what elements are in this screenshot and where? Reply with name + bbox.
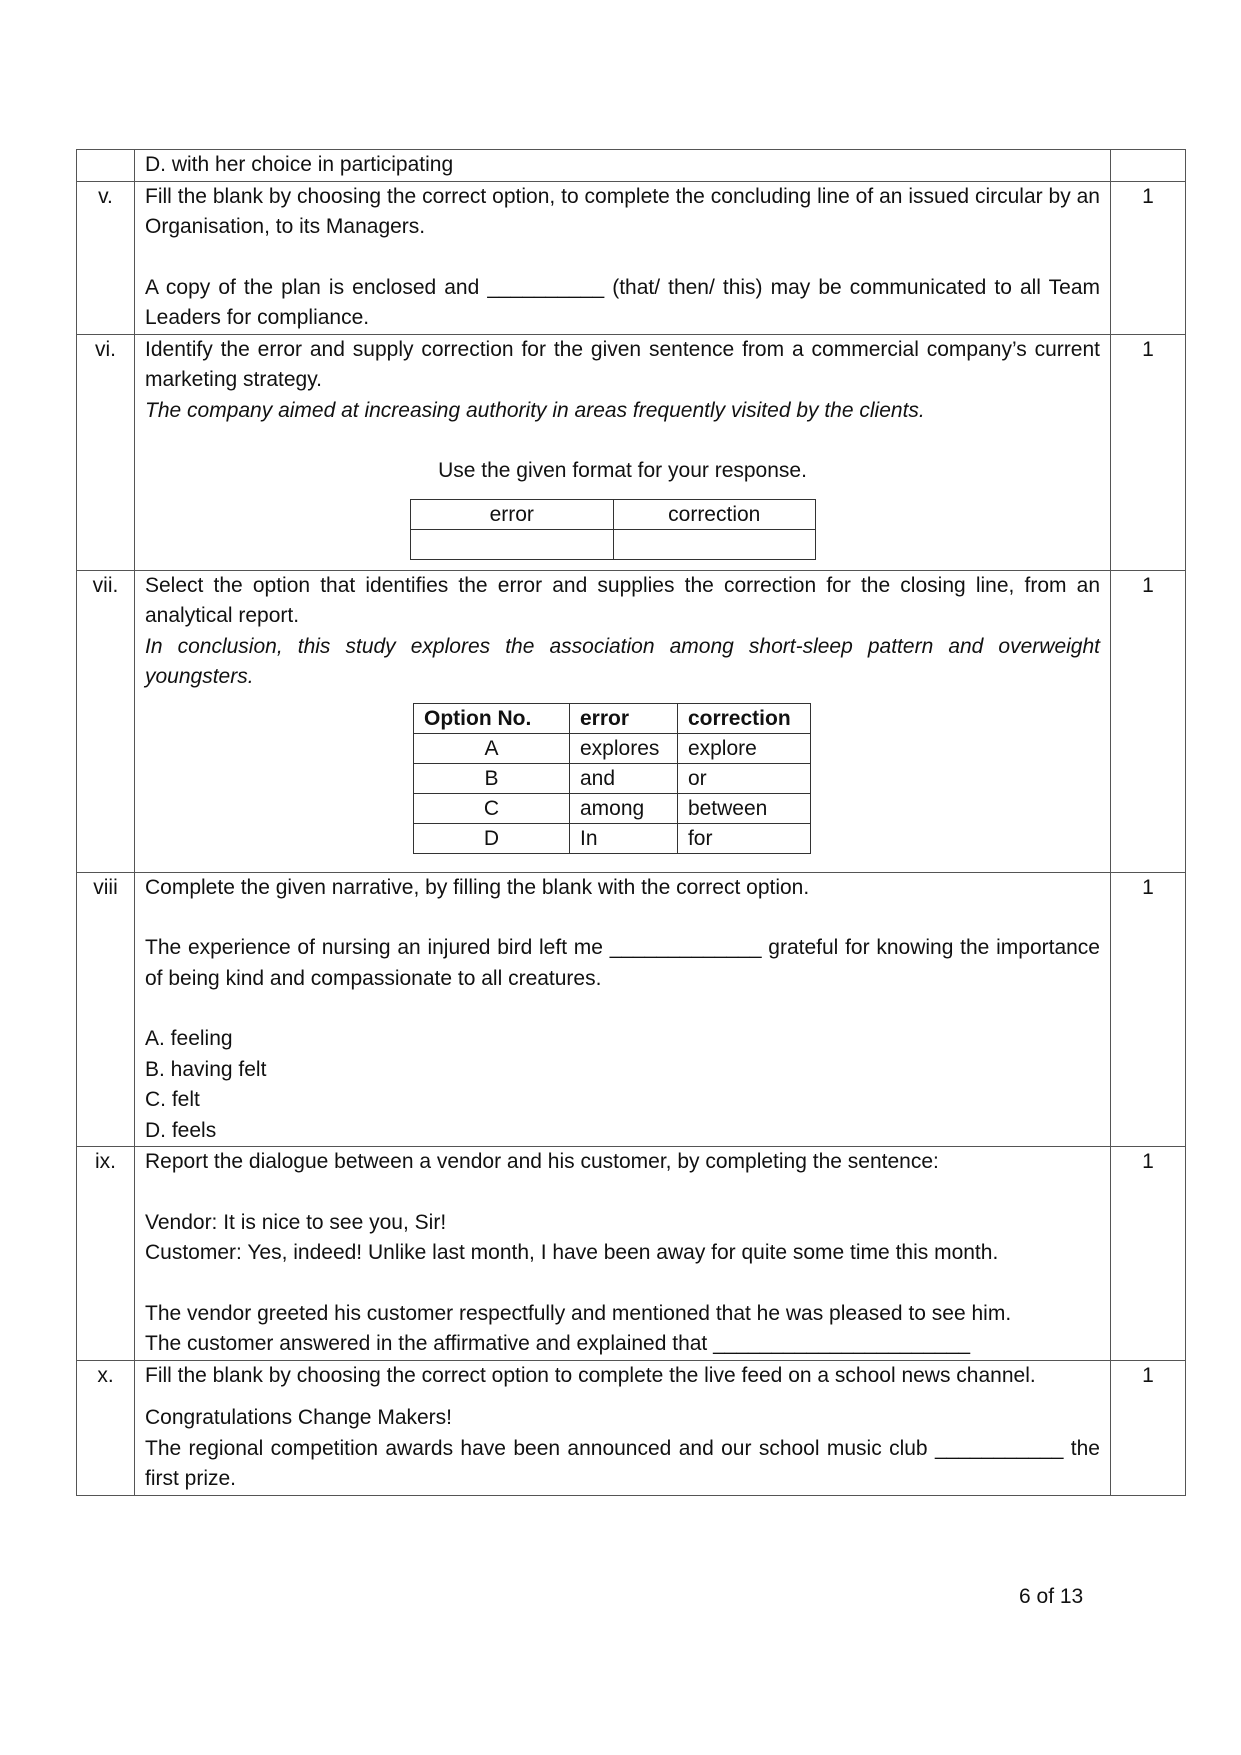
question-row [77, 1360, 1186, 1495]
question-instruction: Fill the blank by choosing the correct option to complete the live feed on a school news channel. [145, 1363, 1036, 1387]
options-row [414, 793, 811, 823]
option-correction: between [677, 793, 810, 823]
options-header: error [570, 703, 678, 733]
error-header: error [411, 499, 614, 529]
report-line: The vendor greeted his customer respectfully and mentioned that he was pleased to see him. [145, 1301, 1012, 1325]
option-letter: D [414, 823, 570, 853]
question-body [135, 150, 1111, 182]
marks-cell: 1 [1111, 181, 1186, 334]
option-letter: A [414, 733, 570, 763]
option-correction: for [677, 823, 810, 853]
option-correction: or [677, 763, 810, 793]
error-blank-cell [411, 529, 614, 559]
question-text: A copy of the plan is enclosed and __________ (that/ then/ this) may be communicated to all Team Leaders for compliance. [145, 275, 1100, 329]
question-row [77, 1147, 1186, 1361]
question-instruction: Fill the blank by choosing the correct option, to complete the concluding line of an issued circular by an Organisation, to its Managers. [145, 184, 1100, 238]
question-body [135, 181, 1111, 334]
question-number: vii. [77, 570, 135, 872]
marks-cell [1111, 150, 1186, 182]
option-line: A. feeling [145, 1027, 233, 1050]
report-line: The customer answered in the affirmative and explained that ______________________ [145, 1332, 971, 1355]
marks-cell: 1 [1111, 570, 1186, 872]
marks-cell: 1 [1111, 334, 1186, 570]
question-number: v. [77, 181, 135, 334]
format-note: Use the given format for your response. [438, 459, 807, 482]
question-row [77, 570, 1186, 872]
option-error: In [570, 823, 678, 853]
question-body [135, 1360, 1111, 1495]
question-instruction: Identify the error and supply correction for the given sentence from a commercial company’s current marketing strategy. [145, 337, 1100, 391]
option-line: C. felt [145, 1088, 200, 1111]
question-body [135, 334, 1111, 570]
question-row [77, 181, 1186, 334]
marks-cell: 1 [1111, 1147, 1186, 1361]
question-text: Congratulations Change Makers! [145, 1406, 453, 1429]
question-text: The regional competition awards have been announced and our school music club ___________ the first prize. [145, 1436, 1100, 1490]
dialogue-line: Vendor: It is nice to see you, Sir! [145, 1210, 447, 1234]
question-sentence: The company aimed at increasing authority in areas frequently visited by the clients. [145, 398, 925, 422]
option-correction: explore [677, 733, 810, 763]
option-line: B. having felt [145, 1057, 267, 1081]
option-line: D. feels [145, 1118, 217, 1142]
question-number: x. [77, 1360, 135, 1495]
question-table [76, 149, 1186, 1496]
question-row [77, 334, 1186, 570]
marks-cell: 1 [1111, 1360, 1186, 1495]
question-row [77, 872, 1186, 1147]
question-instruction: Select the option that identifies the error and supplies the correction for the closing line, from an analytical report. [145, 573, 1100, 627]
dialogue-line: Customer: Yes, indeed! Unlike last month, I have been away for quite some time this month. [145, 1241, 999, 1264]
question-text: The experience of nursing an injured bird left me _____________ grateful for knowing the importance of being kind and compassionate to all creatures. [145, 936, 1100, 990]
option-line: D. with her choice in participating [145, 153, 454, 176]
options-row [414, 733, 811, 763]
options-row [414, 763, 811, 793]
options-row [414, 823, 811, 853]
marks-cell: 1 [1111, 872, 1186, 1147]
question-body [135, 570, 1111, 872]
question-number [77, 150, 135, 182]
question-instruction: Report the dialogue between a vendor and his customer, by completing the sentence: [145, 1150, 939, 1173]
options-header: Option No. [414, 703, 570, 733]
question-instruction: Complete the given narrative, by filling the blank with the correct option. [145, 875, 810, 899]
option-error: and [570, 763, 678, 793]
option-error: explores [570, 733, 678, 763]
question-number: ix. [77, 1147, 135, 1361]
option-letter: C [414, 793, 570, 823]
response-format-table [410, 499, 816, 560]
question-body [135, 872, 1111, 1147]
question-row [77, 150, 1186, 182]
question-body [135, 1147, 1111, 1361]
option-error: among [570, 793, 678, 823]
option-letter: B [414, 763, 570, 793]
question-number: viii [77, 872, 135, 1147]
question-sentence: In conclusion, this study explores the association among short-sleep pattern and overweight youngsters. [145, 634, 1100, 688]
options-header: correction [677, 703, 810, 733]
correction-header: correction [613, 499, 816, 529]
page-number: 6 of 13 [1019, 1585, 1084, 1608]
correction-blank-cell [613, 529, 816, 559]
options-table [413, 703, 811, 854]
question-number: vi. [77, 334, 135, 570]
